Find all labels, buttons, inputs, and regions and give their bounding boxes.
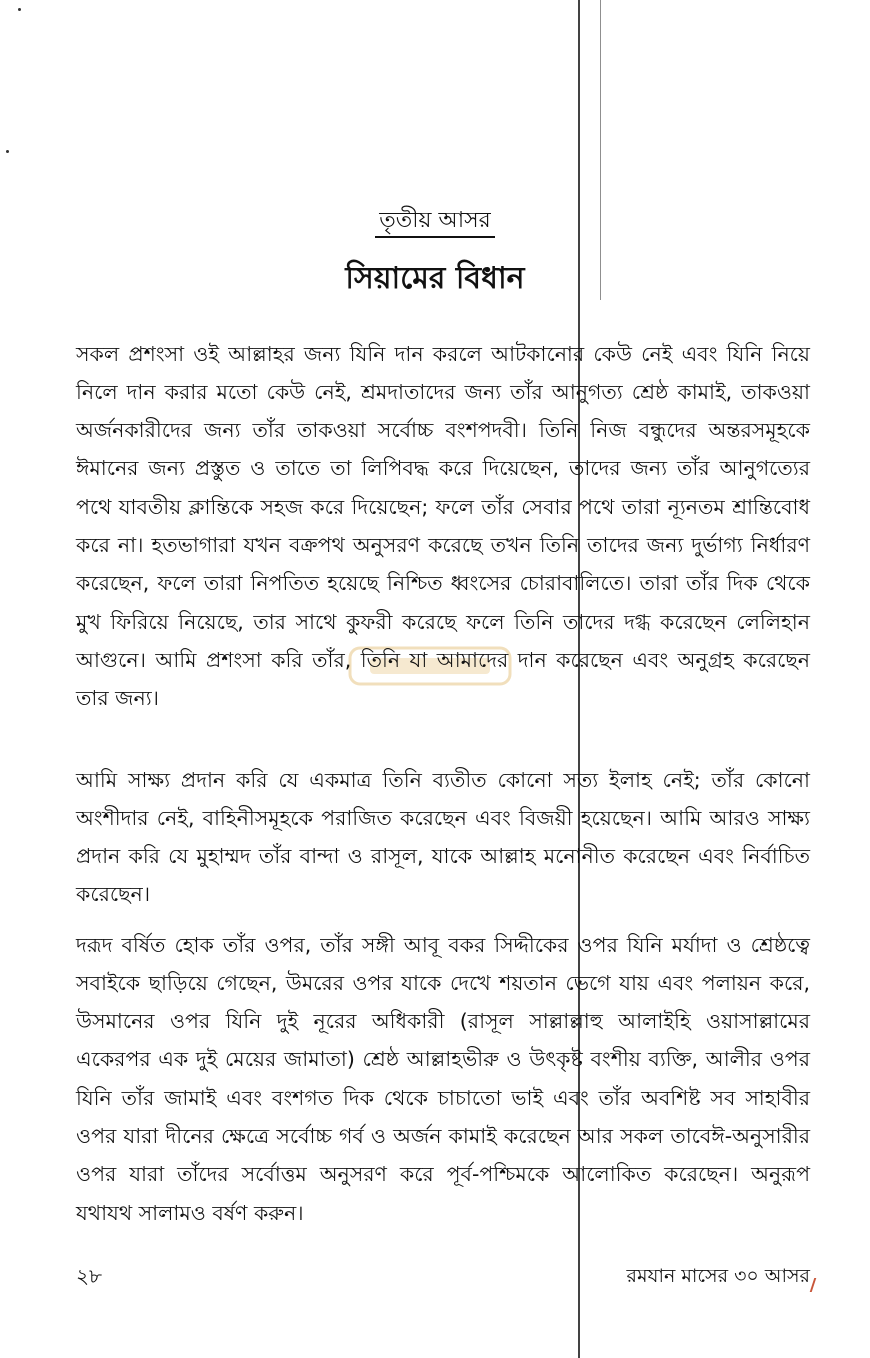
scan-speck <box>18 8 21 11</box>
pen-mark-icon <box>810 1278 823 1292</box>
paragraph-salutations: দরূদ বর্ষিত হোক তাঁর ওপর, তাঁর সঙ্গী আবূ বকর সিদ্দীকের ওপর যিনি মর্যাদা ও শ্রেষ্ঠত্বে সবাইকে ছাড়িয়ে গেছেন, উমরের ওপর যাকে দেখে শয়তান ভেগে যায় এবং পলায়ন করে, উসমানের ওপর যিনি দুই নূরের অধিকারী (রাসূল সাল্লাল্লাহু আলাইহি ওয়াসাল্লামের একেরপর এক দুই মেয়ের জামাতা) শ্রেষ্ঠ আল্লাহভীরু ও উৎকৃষ্ট বংশীয় ব্যক্তি, আলীর ওপর যিনি তাঁর জামাই এবং বংশগত দিক থেকে চাচাতো ভাই এবং তাঁর অবশিষ্ট সব সাহাবীর ওপর যারা দীনের ক্ষেত্রে সর্বোচ্চ গর্ব ও অর্জন কামাই করেছেন আর সকল তাবেঈ-অনুসারীর ওপর যারা তাঁদের সর্বোত্তম অনুসরণ করে পূর্ব-পশ্চিমকে আলোকিত করেছেন। অনুরূপ যথাযথ সালামও বর্ষণ করুন। <box>76 932 810 1225</box>
paragraph-testimony: আমি সাক্ষ্য প্রদান করি যে একমাত্র তিনি ব্যতীত কোনো সত্য ইলাহ নেই; তাঁর কোনো অংশীদার নেই, বাহিনীসমূহকে পরাজিত করেছেন এবং বিজয়ী হয়েছেন। আমি আরও সাক্ষ্য প্রদান করি যে মুহাম্মদ তাঁর বান্দা ও রাসূল, যাকে আল্লাহ মনোনীত করেছেন এবং নির্বাচিত করেছেন। <box>76 767 810 907</box>
chapter-subheading <box>0 203 870 240</box>
paragraph-praise: সকল প্রশংসা ওই আল্লাহর জন্য যিনি দান করলে আটকানোর কেউ নেই এবং যিনি নিয়ে নিলে দান করার মতো কেউ নেই, শ্রমদাতাদের জন্য তাঁর আনুগত্য শ্রেষ্ঠ কামাই, তাকওয়া অর্জনকারীদের জন্য তাঁর তাকওয়া সর্বোচ্চ বংশপদবী। তিনি নিজ বন্ধুদের অন্তরসমূহকে ঈমানের জন্য প্রস্তুত ও তাতে তা লিপিবদ্ধ করে দিয়েছেন, তাদের জন্য তাঁর আনুগত্যের পথে যাবতীয় ক্লান্তিকে সহজ করে দিয়েছেন; ফলে তাঁর সেবার পথে তারা ন্যূনতম শ্রান্তিবোধ করে না। হতভাগারা যখন বক্রপথ অনুসরণ করেছে তখন তিনি তাদের জন্য দুর্ভাগ্য নির্ধারণ করেছেন, ফলে তারা নিপতিত হয়েছে নিশ্চিত ধ্বংসের চোরাবালিতে। তারা তাঁর দিক থেকে মুখ ফিরিয়ে নিয়েছে, তার সাথে কুফরী করেছে ফলে তিনি তাদের দগ্ধ করেছেন লেলিহান আগুনে। আমি প্রশংসা করি তাঁর, তিনি যা আমাদের দান করেছেন এবং অনুগ্রহ করেছেন তার জন্য। <box>76 341 810 711</box>
running-footer-title: রমযান মাসের ৩০ আসর <box>626 1265 810 1287</box>
chapter-title: সিয়ামের বিধান <box>345 261 525 296</box>
chapter-subheading-text: তৃতীয় আসর <box>375 208 495 238</box>
scan-speck <box>6 150 9 153</box>
page-number: ২৮ <box>76 1264 102 1288</box>
